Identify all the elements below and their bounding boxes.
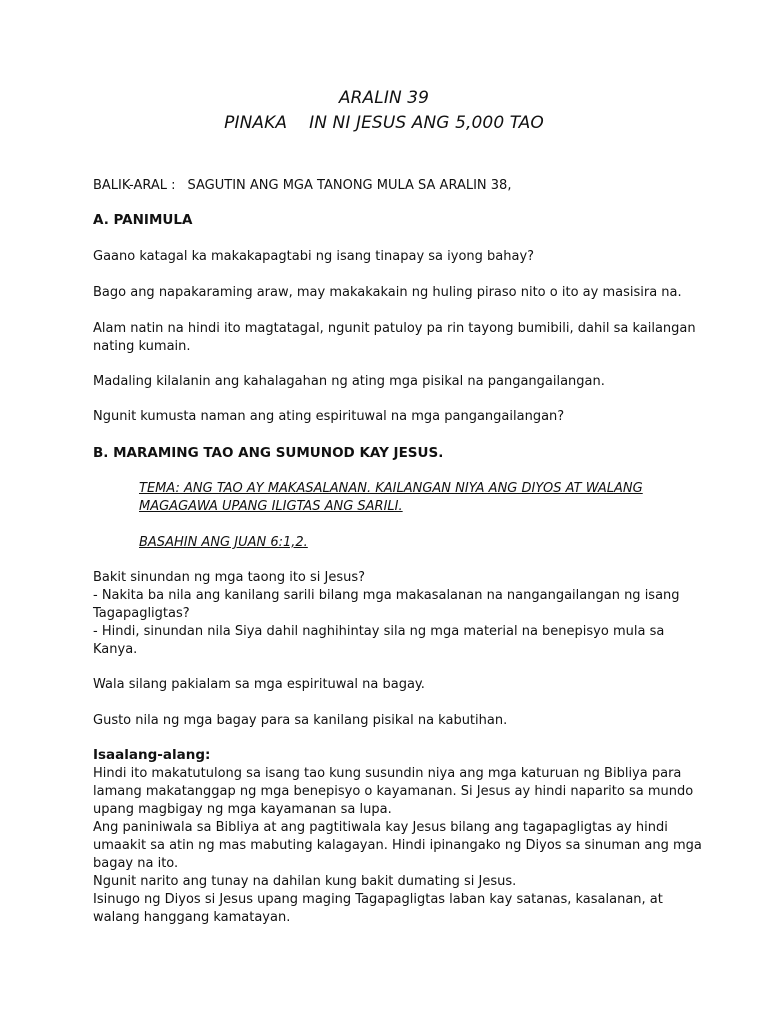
balik-aral-line	[93, 177, 511, 195]
paragraph: Gaano katagal ka makakapagtabi ng isang tinapay sa iyong bahay?	[93, 249, 535, 264]
paragraph: Bakit sinundan ng mga taong ito si Jesus?	[93, 570, 366, 585]
section-b-heading: B. MARAMING TAO ANG SUMUNOD KAY JESUS.	[93, 445, 444, 461]
paragraph: Hindi ito makatutulong sa isang tao kung susundin niya ang mga katuruan ng Bibliya para	[93, 766, 682, 781]
lesson-title	[0, 113, 768, 133]
paragraph: Bago ang napakaraming araw, may makakakain ng huling piraso nito o ito ay masisira na.	[93, 285, 682, 300]
tema-line: TEMA: ANG TAO AY MAKASALANAN. KAILANGAN NIYA ANG DIYOS AT WALANG	[139, 481, 643, 496]
balik-aral-text: SAGUTIN ANG MGA TANONG MULA SA ARALIN 38,	[187, 178, 512, 193]
paragraph: Alam natin na hindi ito magtatagal, ngunit patuloy pa rin tayong bumibili, dahil sa kailangan	[93, 321, 696, 336]
paragraph: umaakit sa atin ng mas mabuting kalagayan. Hindi ipinangako ng Diyos sa sinuman ang mga	[93, 838, 702, 853]
paragraph: Ang paniniwala sa Bibliya at ang pagtitiwala kay Jesus bilang ang tagapagligtas ay hindi	[93, 820, 668, 835]
paragraph: Madaling kilalanin ang kahalagahan ng ating mga pisikal na pangangailangan.	[93, 374, 605, 389]
paragraph: - Nakita ba nila ang kanilang sarili bilang mga makasalanan na nangangailangan ng isang	[93, 588, 680, 603]
paragraph: Ngunit narito ang tunay na dahilan kung bakit dumating si Jesus.	[93, 874, 517, 889]
paragraph: lamang makatanggap ng mga benepisyo o kayamanan. Si Jesus ay hindi naparito sa mundo	[93, 784, 694, 799]
lesson-number-title: ARALIN 39	[338, 88, 430, 108]
basahin-reference: BASAHIN ANG JUAN 6:1,2.	[139, 535, 308, 550]
paragraph: Gusto nila ng mga bagay para sa kanilang pisikal na kabutihan.	[93, 713, 508, 728]
paragraph: Wala silang pakialam sa mga espirituwal na bagay.	[93, 677, 425, 692]
lesson-title-part1: PINAKA	[224, 113, 288, 133]
isaalang-heading: Isaalang-alang:	[93, 747, 211, 763]
paragraph: Kanya.	[93, 642, 138, 657]
paragraph: walang hanggang kamatayan.	[93, 910, 291, 925]
paragraph: nating kumain.	[93, 339, 191, 354]
balik-aral-label: BALIK-ARAL :	[93, 178, 176, 193]
tema-line: MAGAGAWA UPANG ILIGTAS ANG SARILI.	[139, 499, 403, 514]
paragraph: Ngunit kumusta naman ang ating espirituwal na mga pangangailangan?	[93, 409, 565, 424]
paragraph: upang magbigay ng mga kayamanan sa lupa.	[93, 802, 392, 817]
lesson-title-part2: IN NI JESUS ANG 5,000 TAO	[309, 113, 544, 133]
paragraph: - Hindi, sinundan nila Siya dahil naghihintay sila ng mga material na benepisyo mula sa	[93, 624, 665, 639]
paragraph: Isinugo ng Diyos si Jesus upang maging Tagapagligtas laban kay satanas, kasalanan, at	[93, 892, 663, 907]
section-a-heading: A. PANIMULA	[93, 212, 193, 228]
paragraph: bagay na ito.	[93, 856, 179, 871]
paragraph: Tagapagligtas?	[93, 606, 190, 621]
